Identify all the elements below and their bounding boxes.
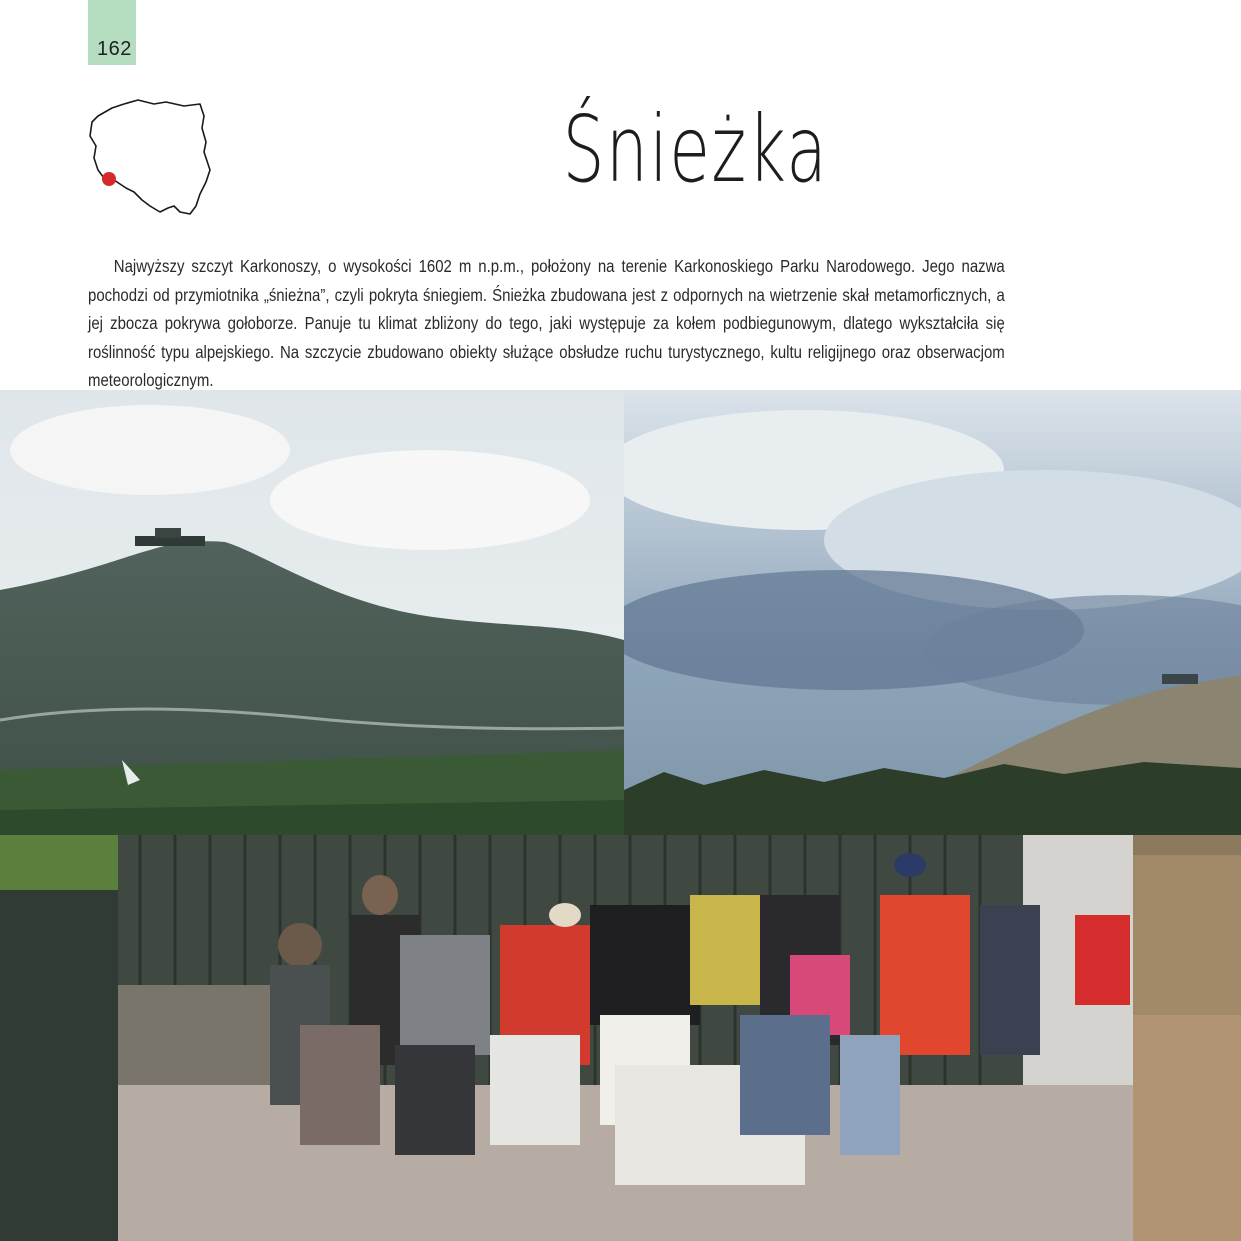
photo-group-tourists bbox=[0, 835, 1133, 1241]
photo-mountain-left bbox=[0, 390, 624, 850]
photo-grass-strip bbox=[1133, 835, 1241, 1241]
description-paragraph: Najwyższy szczyt Karkonoszy, o wysokości 1602 m n.p.m., położony na terenie Karkonoskiego Parku Narodowego. Jego nazwa pochodzi od przymiotnika „śnieżna”, czyli pokryta śniegiem. Śnieżka zbudowana jest z odpornych na wietrzenie skał metamorficznych, a jej zbocza pokrywa gołoborze. Panuje tu klimat zbliżony do tego, jaki występuje za kołem podbiegunowym, dlatego wykształciła się roślinność typu alpejskiego. Na szczycie zbudowano obiekty służące obsłudze ruchu turystycznego, kultu religijnego oraz obserwacjom meteorologicznym. bbox=[88, 256, 1005, 390]
photo-mountain-right bbox=[624, 390, 1241, 835]
page-title: Śnieżka bbox=[562, 96, 829, 203]
page-number: 162 bbox=[97, 38, 132, 60]
location-marker-icon bbox=[102, 172, 116, 186]
